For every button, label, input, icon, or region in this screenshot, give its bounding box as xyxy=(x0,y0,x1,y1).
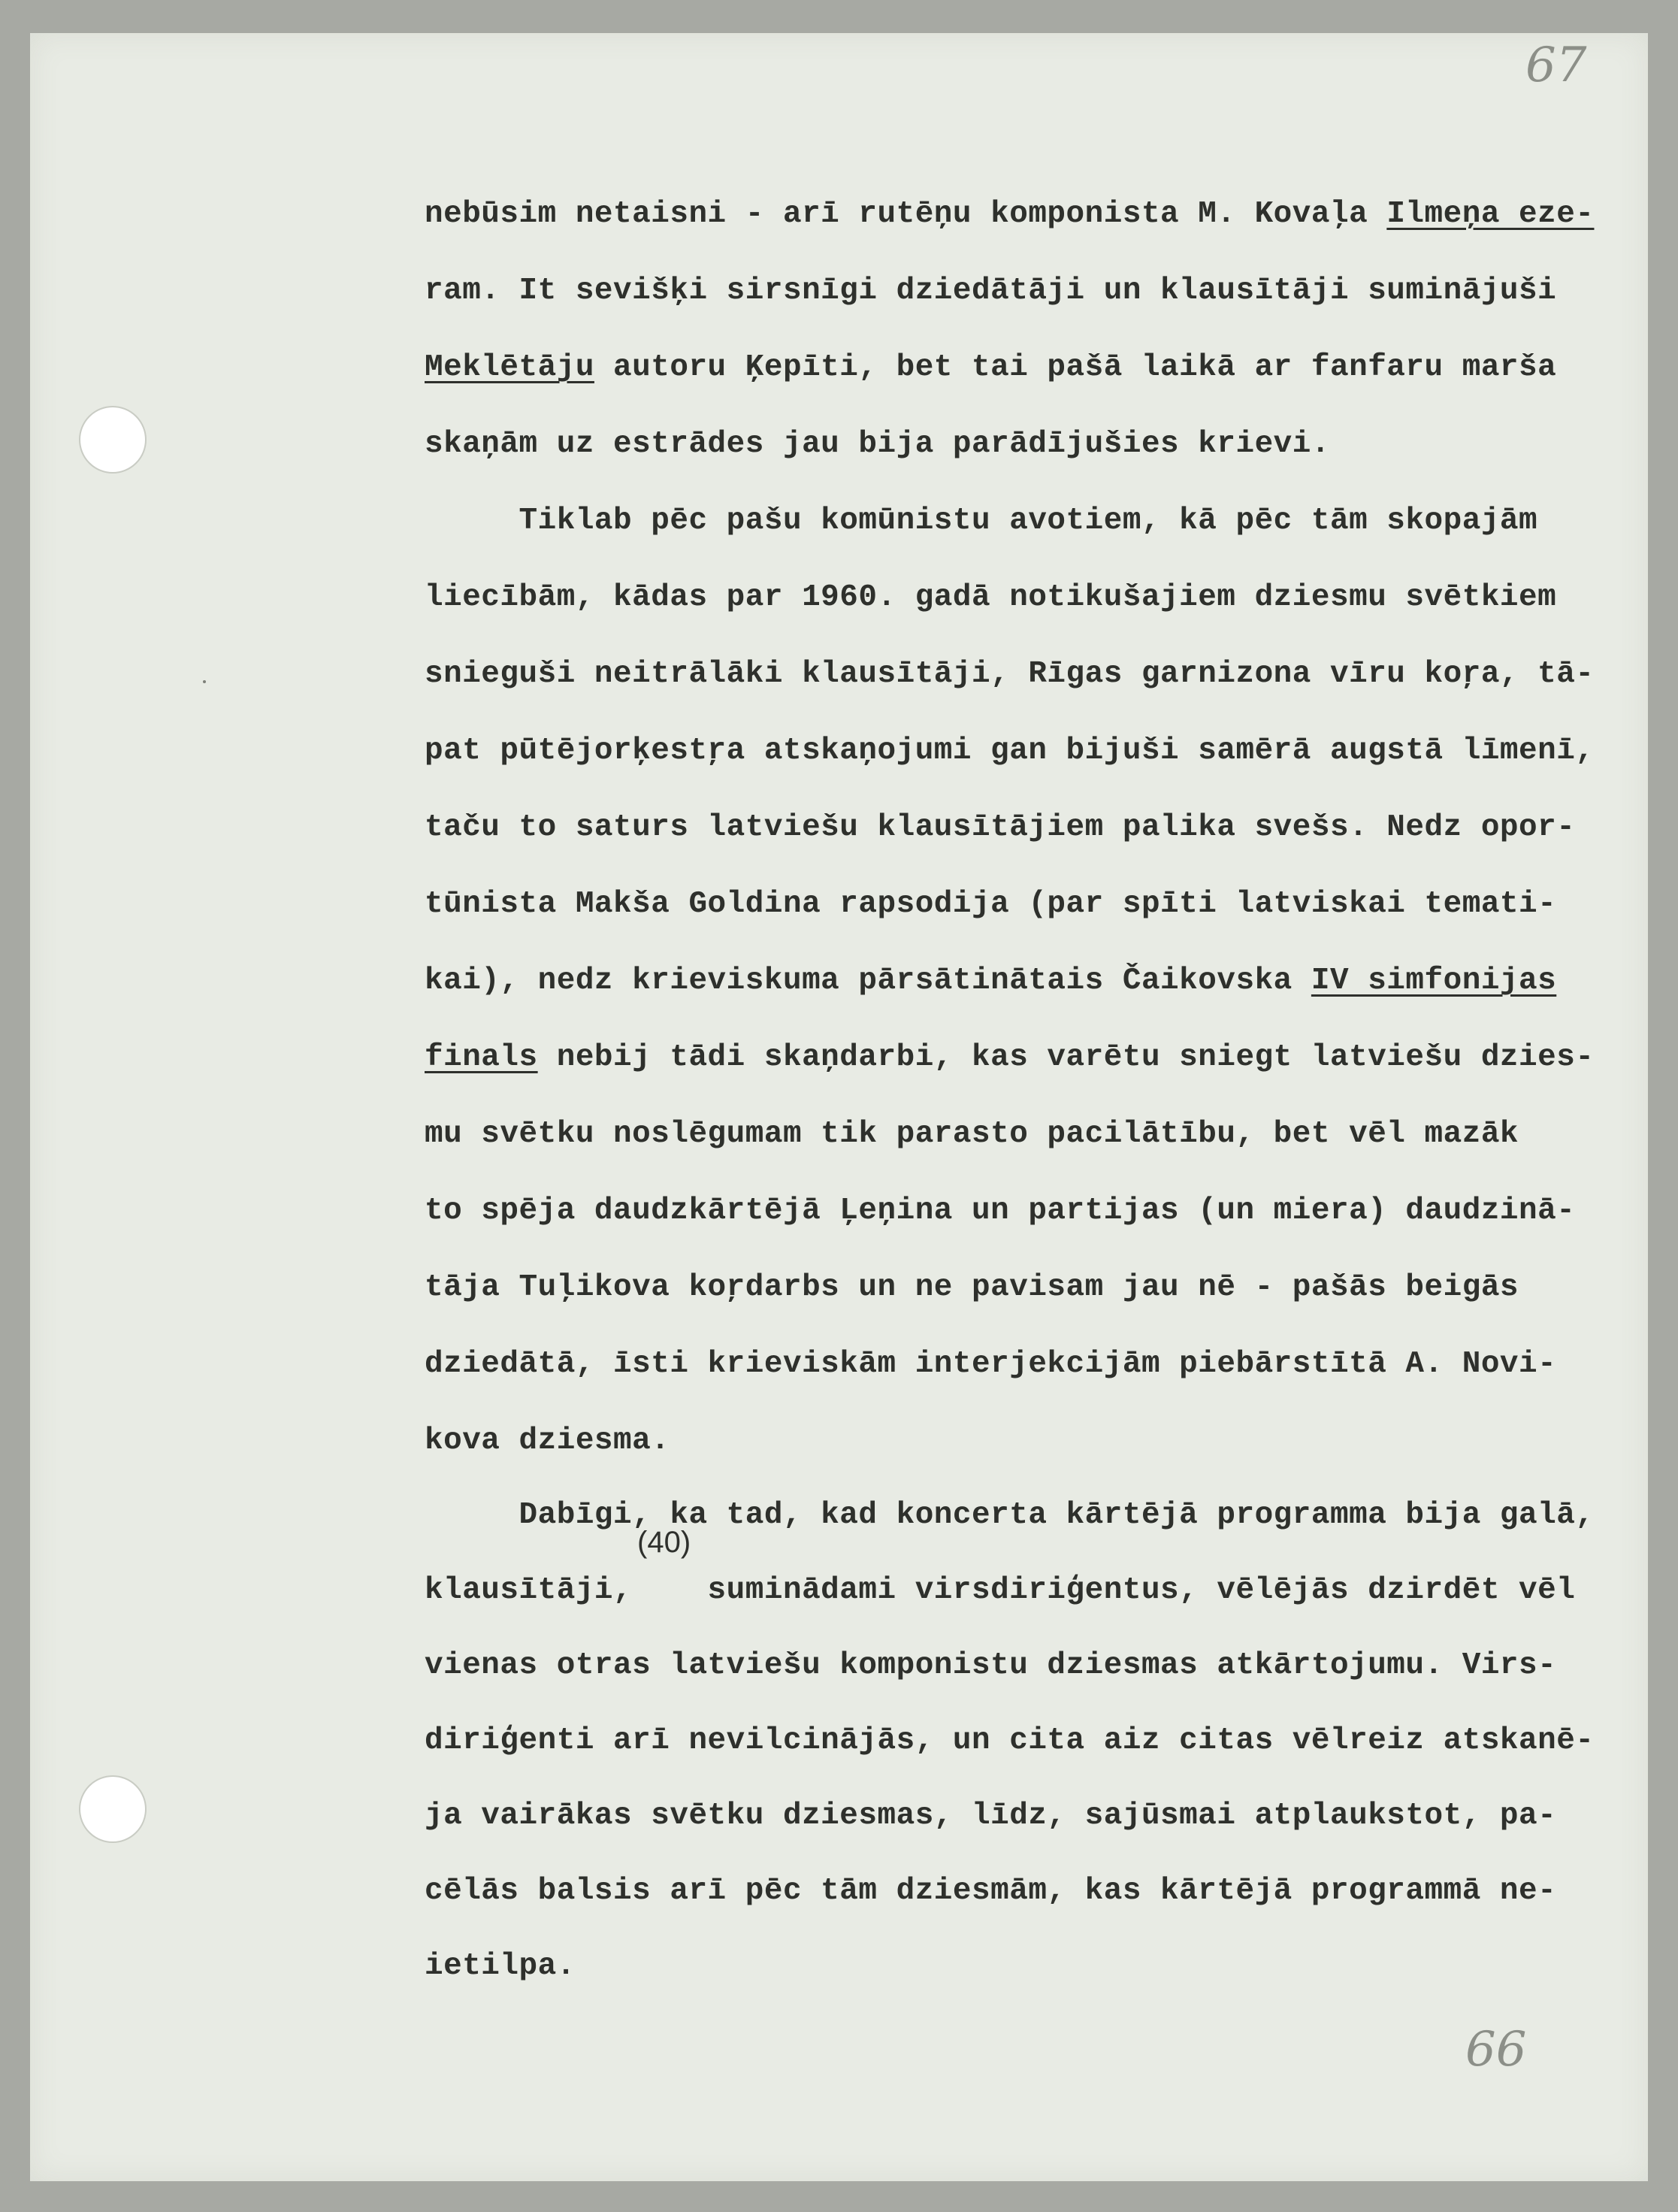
text-line: ietilpa. xyxy=(425,1949,576,1984)
text-line xyxy=(425,1040,1594,1075)
text-line: dziedātā, īsti krieviskām interjekcijām piebārstītā A. Novi- xyxy=(425,1347,1557,1381)
text-line xyxy=(425,197,1594,231)
text-span: nebūsim netaisni - arī rutēņu komponista M. Kovaļa xyxy=(425,197,1387,231)
text-line: Dabīgi, ka tad, kad koncerta kārtējā programma bija galā, xyxy=(425,1498,1595,1533)
text-line xyxy=(425,350,1556,385)
text-line: mu svētku noslēgumam tik parasto pacilātību, bet vēl mazāk xyxy=(425,1117,1519,1151)
underlined-title: IV simfonijas xyxy=(1311,964,1557,998)
text-line: skaņām uz estrādes jau bija parādījušies krievi. xyxy=(425,427,1330,461)
underlined-title: finals xyxy=(425,1040,538,1075)
text-line: pat pūtējorķestŗa atskaņojumi gan bijuši samērā augstā līmenī, xyxy=(425,734,1595,768)
text-line: tāja Tuļikova koŗdarbs un ne pavisam jau nē - pašās beigās xyxy=(425,1270,1519,1305)
text-line: snieguši neitrālāki klausītāji, Rīgas garnizona vīru koŗa, tā- xyxy=(425,657,1595,691)
text-line: klausītāji, suminādami virsdiriģentus, vēlējās dzirdēt vēl xyxy=(425,1573,1576,1608)
page-number-bottom: 66 xyxy=(1465,2022,1527,2077)
text-line: cēlās balsis arī pēc tām dziesmām, kas kārtējā programmā ne- xyxy=(425,1874,1557,1908)
text-line: ja vairākas svētku dziesmas, līdz, sajūsmai atplaukstot, pa- xyxy=(425,1799,1557,1833)
text-line: liecībām, kādas par 1960. gadā notikušajiem dziesmu svētkiem xyxy=(425,580,1557,615)
text-line: taču to saturs latviešu klausītājiem palika svešs. Nedz opor- xyxy=(425,810,1576,845)
handwritten-annotation: (40) xyxy=(637,1526,691,1559)
page-number-top: 67 xyxy=(1525,38,1587,93)
text-line xyxy=(425,964,1556,998)
text-span: kai), nedz krieviskuma pārsātinātais Čaikovska xyxy=(425,964,1311,998)
text-line: to spēja daudzkārtējā Ļeņina un partijas (un miera) daudzinā- xyxy=(425,1194,1576,1228)
text-line: kova dziesma. xyxy=(425,1424,670,1458)
text-line: vienas otras latviešu komponistu dziesmas atkārtojumu. Virs- xyxy=(425,1648,1557,1683)
text-span: nebij tādi skaņdarbi, kas varētu sniegt latviešu dzies- xyxy=(537,1040,1595,1075)
text-line: ram. It sevišķi sirsnīgi dziedātāji un klausītāji suminājuši xyxy=(425,274,1557,308)
underlined-title: Meklētāju xyxy=(425,350,594,385)
underlined-title: Ilmeņa eze- xyxy=(1386,197,1595,231)
text-span: autoru Ķepīti, bet tai pašā laikā ar fanfaru marša xyxy=(594,350,1557,385)
text-line: diriģenti arī nevilcinājās, un cita aiz citas vēlreiz atskanē- xyxy=(425,1723,1595,1758)
text-line: Tiklab pēc pašu komūnistu avotiem, kā pēc tām skopajām xyxy=(425,504,1538,538)
text-line: tūnista Makša Goldina rapsodija (par spīti latviskai temati- xyxy=(425,887,1557,921)
